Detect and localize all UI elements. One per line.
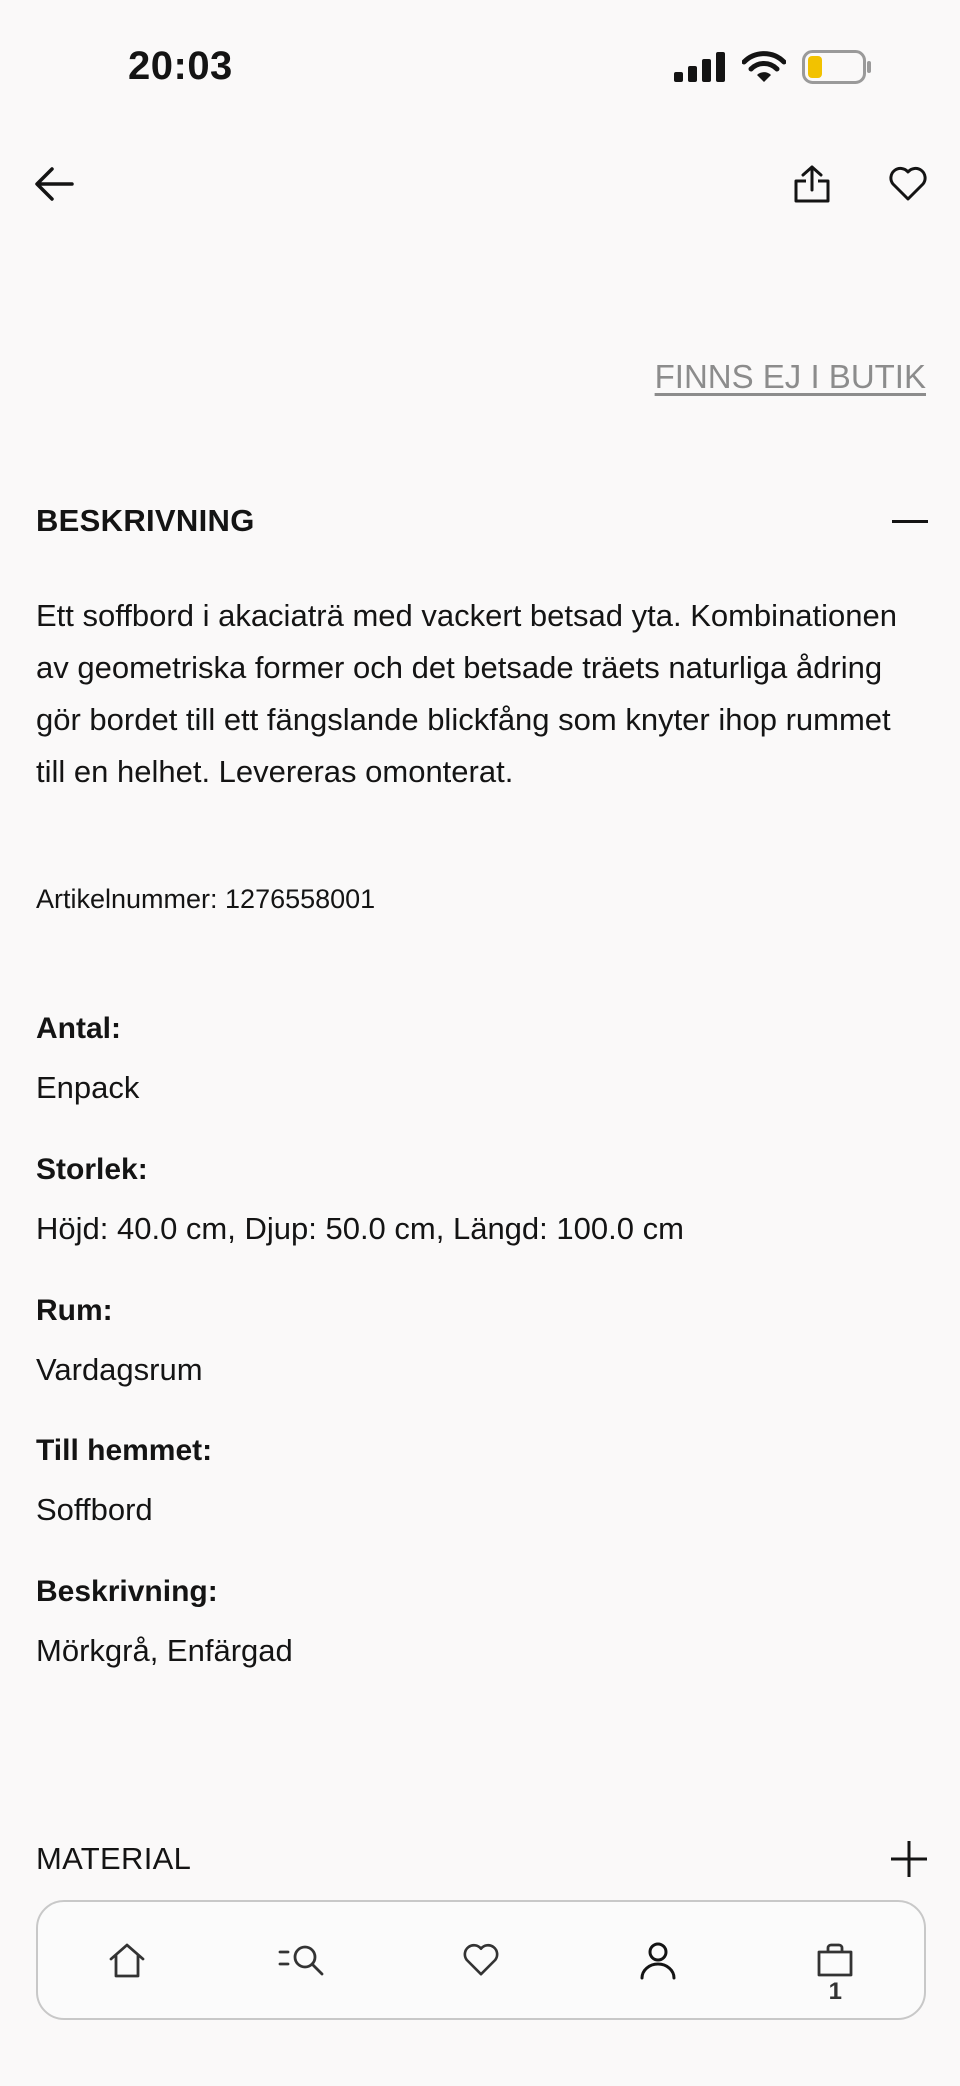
- spec-label: Till hemmet:: [36, 1434, 213, 1467]
- description-text: Ett soffbord i akaciaträ med vackert betsad yta. Kombinationen av geometriska former och det betsade träets naturliga ådring gör bordet till ett fängslande blickfång som knyter ihop rummet till en helhet. Levereras omonterat.: [36, 598, 898, 789]
- spec-label: Antal:: [36, 1012, 121, 1045]
- heart-icon: [888, 166, 928, 202]
- nav-home[interactable]: [87, 1920, 167, 2000]
- spec-value: Vardagsrum: [36, 1352, 203, 1387]
- spec-value: Höjd: 40.0 cm, Djup: 50.0 cm, Längd: 100.0 cm: [36, 1211, 684, 1246]
- material-section-header[interactable]: [36, 1834, 928, 1884]
- spec-label: Rum:: [36, 1294, 113, 1327]
- minus-icon: [892, 520, 928, 523]
- spec-label: Storlek:: [36, 1153, 148, 1186]
- spec-row: [36, 1012, 139, 1106]
- plus-icon: [890, 1840, 928, 1878]
- spec-value: Enpack: [36, 1070, 140, 1105]
- description-section-title: BESKRIVNING: [36, 503, 255, 538]
- spec-value: Soffbord: [36, 1492, 153, 1527]
- search-icon: [278, 1942, 330, 1978]
- nav-favorites[interactable]: [441, 1920, 521, 2000]
- signal-icon: [674, 52, 726, 82]
- share-icon: [792, 164, 832, 204]
- spec-value: Mörkgrå, Enfärgad: [36, 1633, 293, 1668]
- heart-icon: [462, 1943, 500, 1977]
- nav-search[interactable]: [264, 1920, 344, 2000]
- description-section-header[interactable]: [36, 496, 928, 546]
- back-button[interactable]: [24, 154, 84, 214]
- bag-icon: [816, 1942, 854, 1978]
- material-section-title: MATERIAL: [36, 1841, 192, 1876]
- spec-label: Beskrivning:: [36, 1575, 218, 1608]
- status-time: 20:03: [128, 44, 233, 88]
- store-availability-link[interactable]: FINNS EJ I BUTIK: [654, 358, 926, 395]
- spec-row: [36, 1153, 684, 1247]
- spec-row: [36, 1294, 203, 1388]
- home-icon: [108, 1942, 146, 1978]
- status-icons: [674, 50, 872, 84]
- nav-account[interactable]: [618, 1920, 698, 2000]
- arrow-left-icon: [34, 166, 74, 202]
- battery-icon: [802, 50, 872, 84]
- bottom-navigation: [36, 1900, 926, 2020]
- spec-row: [36, 1575, 293, 1669]
- favorite-button[interactable]: [878, 154, 938, 214]
- spec-row: [36, 1434, 212, 1528]
- person-icon: [638, 1940, 678, 1980]
- cart-count-badge: 1: [828, 1978, 843, 2005]
- article-number: Artikelnummer: 1276558001: [36, 884, 376, 914]
- wifi-icon: [742, 51, 786, 83]
- nav-cart[interactable]: [795, 1920, 875, 2005]
- share-button[interactable]: [782, 154, 842, 214]
